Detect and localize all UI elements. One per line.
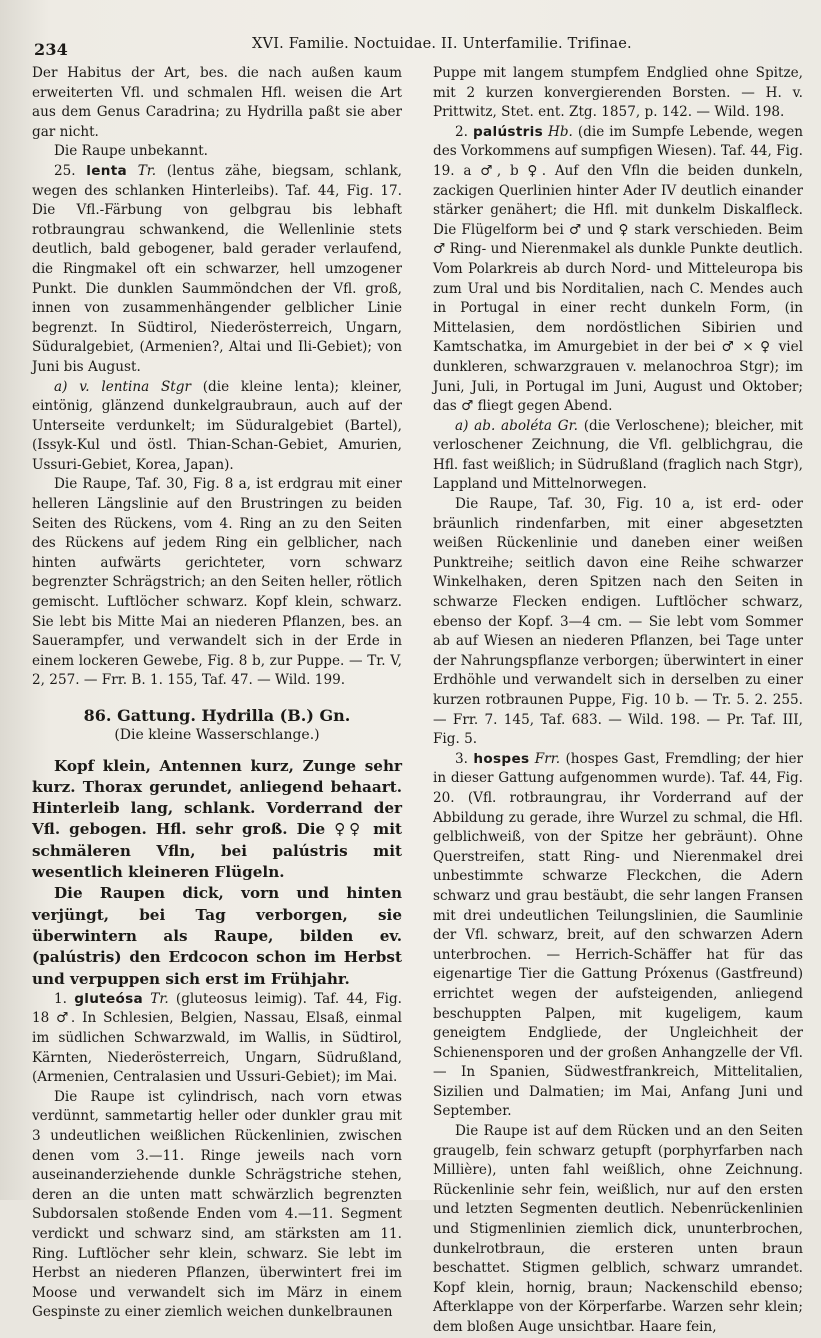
paragraph: Puppe mit langem stumpfem Endglied ohne Spitze, mit 2 kurzen konvergierenden Borsten. — H. v. Prittwitz, Stet. ent. Ztg. 1857, p. 142. — Wild. 198. xyxy=(433,65,803,121)
caterpillar-description: Die Raupe, Taf. 30, Fig. 10 a, ist erd- oder bräunlich rindenfarben, mit einer abgesetzten weißen Rückenlinie und daneben einer weißen Punktreihe; seitlich davon eine Reihe schwarzer Winkelhaken, deren Spitzen nach den Seiten in schwarze Flecken endigen. Luftlöcher schwarz, ebenso der Kopf. 3—4 cm. — Sie lebt vom Sommer ab auf Wiesen an niederen Pflanzen, bei Tage unter der Nahrungspflanze verborgen; überwintert in einer Erdhöhle und verwandelt sich in derselben zu einer kurzen rotbraunen Puppe, Fig. 10 b. — Tr. 5. 2. 255. — Frr. 7. 145, Taf. 683. — Wild. 198. — Pr. Taf. III, Fig. 5. xyxy=(433,496,803,748)
variety-entry-lentina xyxy=(32,378,402,476)
species-number: 1. xyxy=(54,990,67,1007)
aberration-label: a) ab. aboléta Gr. xyxy=(455,417,578,434)
text-columns xyxy=(32,64,803,1338)
species-author: Tr. xyxy=(137,162,157,179)
species-name: hospes xyxy=(473,750,530,767)
genus-heading: 86. Gattung. Hydrilla (B.) Gn. xyxy=(83,706,351,725)
species-author: Frr. xyxy=(534,750,561,767)
caterpillar-description: Die Raupe, Taf. 30, Fig. 8 a, ist erdgrau mit einer helleren Längslinie auf den Brustringen zu beiden Seiten des Rückens, vom 4. Ring an zu den Seiten des Rückens auf jedem Ring ein gelblicher, nach hinten aufwärts gerichteter, vorn schwarz begrenzter Schrägstrich; an den Seiten heller, rötlich gemischt. Luftlöcher schwarz. Kopf klein, schwarz. Sie lebt bis Mitte Mai an niederen Pflanzen, bes. an Sauerampfer, und verwandelt sich in der Erde in einem lockeren Gewebe, Fig. 8 b, zur Puppe. — Tr. V, 2, 257. — Frr. B. 1. 155, Taf. 47. — Wild. 199. xyxy=(32,476,402,689)
paragraph: Kopf klein, Antennen kurz, Zunge sehr kurz. Thorax gerundet, anliegend behaart. Hinterleib lang, schlank. Vorderrand der Vfl. gebogen. Hfl. sehr groß. Die ♀♀ mit schmäleren Vfln, bei palústris mit wesentlich kleineren Flügeln. xyxy=(32,756,402,882)
page-header xyxy=(32,28,803,64)
species-entry-gluteosa xyxy=(32,990,402,1088)
paragraph: Der Habitus der Art, bes. die nach außen kaum erweiterten Vfl. und schmalen Hfl. weisen die Art aus dem Genus Caradrina; zu Hydrilla paßt sie aber gar nicht. xyxy=(32,65,402,140)
species-name: palústris xyxy=(472,123,543,140)
left-column xyxy=(32,64,402,1338)
species-number: 3. xyxy=(455,750,468,767)
species-entry-hospes xyxy=(433,750,803,1122)
variety-description: (die kleine lenta); kleiner, eintönig, glänzend dunkelgraubraun, auch auf der Unterseite verdunkelt; im Süduralgebiet (Bartel), (Issyk-Kul und östl. Thian-Schan-Gebiet, Amurien, Ussuri-Gebiet, Korea, Japan). xyxy=(32,378,402,473)
species-number: 25. xyxy=(54,162,76,179)
paragraph: Die Raupen dick, vorn und hinten verjüngt, bei Tag verborgen, sie überwintern als Raupe, bilden ev. (palústris) den Erdcocon schon im Herbst und verpuppen sich erst im Frühjahr. xyxy=(32,884,402,988)
species-entry-lenta xyxy=(32,162,402,378)
species-number: 2. xyxy=(455,123,468,140)
species-name: lenta xyxy=(86,162,128,179)
aberration-description: (die Verloschene); bleicher, mit verloschener Zeichnung, die Vfl. gelblichgrau, die Hfl. fast weißlich; in Südrußland (fraglich nach Stgr), Lappland und Mittelnorwegen. xyxy=(433,417,803,493)
species-entry-palustris xyxy=(433,123,803,417)
page-number: 234 xyxy=(34,40,68,59)
species-author: Hb. xyxy=(547,123,573,140)
species-author: Tr. xyxy=(150,990,169,1007)
aberration-entry-abolita xyxy=(433,417,803,495)
species-description: (lentus zähe, biegsam, schlank, wegen des schlanken Hinterleibs). Taf. 44, Fig. 17. Die Vfl.-Färbung von gelbgrau bis lebhaft rotbraungrau schwankend, die Wellenlinie stets deutlich, bald gebogener, bald gerader verlaufend, die Ringmakel oft ein schwarzer, hell umzogener Punkt. Die dunklen Saummöndchen der Vfl. groß, innen von zusammenhängender gelblicher Linie begrenzt. In Südtirol, Niederösterreich, Ungarn, Süduralgebiet, (Armenien?, Altai und Ili-Gebiet); von Juni bis August. xyxy=(32,162,402,375)
genus-subheading: (Die kleine Wasserschlange.) xyxy=(114,727,320,743)
caterpillar-description: Die Raupe ist auf dem Rücken und an den Seiten graugelb, fein schwarz getupft (porphyrfarben nach Millière), unten fahl weißlich, ohne Zeichnung. Rückenlinie sehr fein, weißlich, nur auf den ersten und letzten Segmenten deutlich. Nebenrückenlinien und Stigmenlinien ziemlich dick, ununterbrochen, dunkelrotbraun, die ersteren unten braun beschattet. Stigmen gelblich, schwarz umrandet. Kopf klein, hornig, braun; Nackenschild ebenso; Afterklappe von der Körperfarbe. Warzen sehr klein; dem bloßen Auge unsichtbar. Haare fein, xyxy=(433,1123,803,1335)
genus-description xyxy=(32,756,402,990)
variety-label: a) v. lentina Stgr xyxy=(54,378,191,395)
right-column xyxy=(433,64,803,1338)
running-head: XVI. Familie. Noctuidae. II. Unterfamilie. Trifinae. xyxy=(252,36,632,52)
paragraph: Die Raupe unbekannt. xyxy=(54,143,208,160)
species-description: (gluteosus leimig). Taf. 44, Fig. 18 ♂. In Schlesien, Belgien, Nassau, Elsaß, einmal im südlichen Schwarzwald, im Wallis, in Südtirol, Kärnten, Niederösterreich, Ungarn, Südrußland, (Armenien, Centralasien und Ussuri-Gebiet); im Mai. xyxy=(32,990,403,1086)
species-name: gluteósa xyxy=(74,990,144,1007)
caterpillar-description: Die Raupe ist cylindrisch, nach vorn etwas verdünnt, sammetartig heller oder dunkler grau mit 3 undeutlichen weißlichen Rückenlinien, zwischen denen vom 3.—11. Ringe jeweils nach vorn auseinanderziehende dunkle Schrägstriche stehen, deren an die unten matt schwärzlich begrenzten Subdorsalen stoßende Enden vom 4.—11. Segment verdickt und schwarz sind, am stärksten am 11. Ring. Luftlöcher sehr klein, schwarz. Sie lebt im Herbst an niederen Pflanzen, überwintert frei im Moose und verwandelt sich im März in einem Gespinste zu einer ziemlich weichen dunkelbraunen xyxy=(32,1088,402,1321)
species-description: (die im Sumpfe Lebende, wegen des Vorkommens auf sumpfigen Wiesen). Taf. 44, Fig. 19. a ♂, b ♀. Auf den Vfln die beiden dunkeln, zackigen Querlinien hinter Ader IV deutlich einander stärker genähert; die Hfl. mit dunkelm Diskalfleck. Die Flügelform bei ♂ und ♀ stark verschieden. Beim ♂ Ring- und Nierenmakel als dunkle Punkte deutlich. Vom Polarkreis ab durch Nord- und Mitteleuropa bis zum Ural und bis Norditalien, nach C. Mendes auch in Portugal in einer recht dunkeln Form, (in Mittelasien, dem nordöstlichen Sibirien und Kamtschatka, im Amurgebiet in der bei ♂ × ♀ viel dunkleren, schwarzgrauen v. melanochroa Stgr); im Juni, Juli, in Portugal im Juni, August und Oktober; das ♂ fliegt gegen Abend. xyxy=(433,123,804,415)
species-description: (hospes Gast, Fremdling; der hier in dieser Gattung aufgenommen wurde). Taf. 44, Fig. 20. (Vfl. rotbraungrau, ihr Vorderrand auf der Abbildung zu gerade, ihre Wurzel zu schmal, die Hfl. gelblichweiß, von der Spitze her gebräunt). Ohne Querstreifen, statt Ring- und Nierenmakel drei unbestimmte schwarze Fleckchen, die Adern schwarz und grau bestäubt, die sehr langen Fransen mit drei undeutlichen Teilungslinien, die Saumlinie der Vfl. schwarz, breit, auf den schwarzen Adern unterbrochen. — Herrich-Schäffer hat für das eigenartige Tier die Gattung Próxenus (Gastfreund) errichtet wegen der aufsteigenden, anliegend beschuppten Palpen, mit kugeligem, kaum geneigtem Endgliede, der Ungleichheit der Schienensporen und der großen Anhangzelle der Vfl. — In Spanien, Südwestfrankreich, Mittelitalien, Sizilien und Dalmatien; im Mai, Anfang Juni und September. xyxy=(433,750,803,1120)
